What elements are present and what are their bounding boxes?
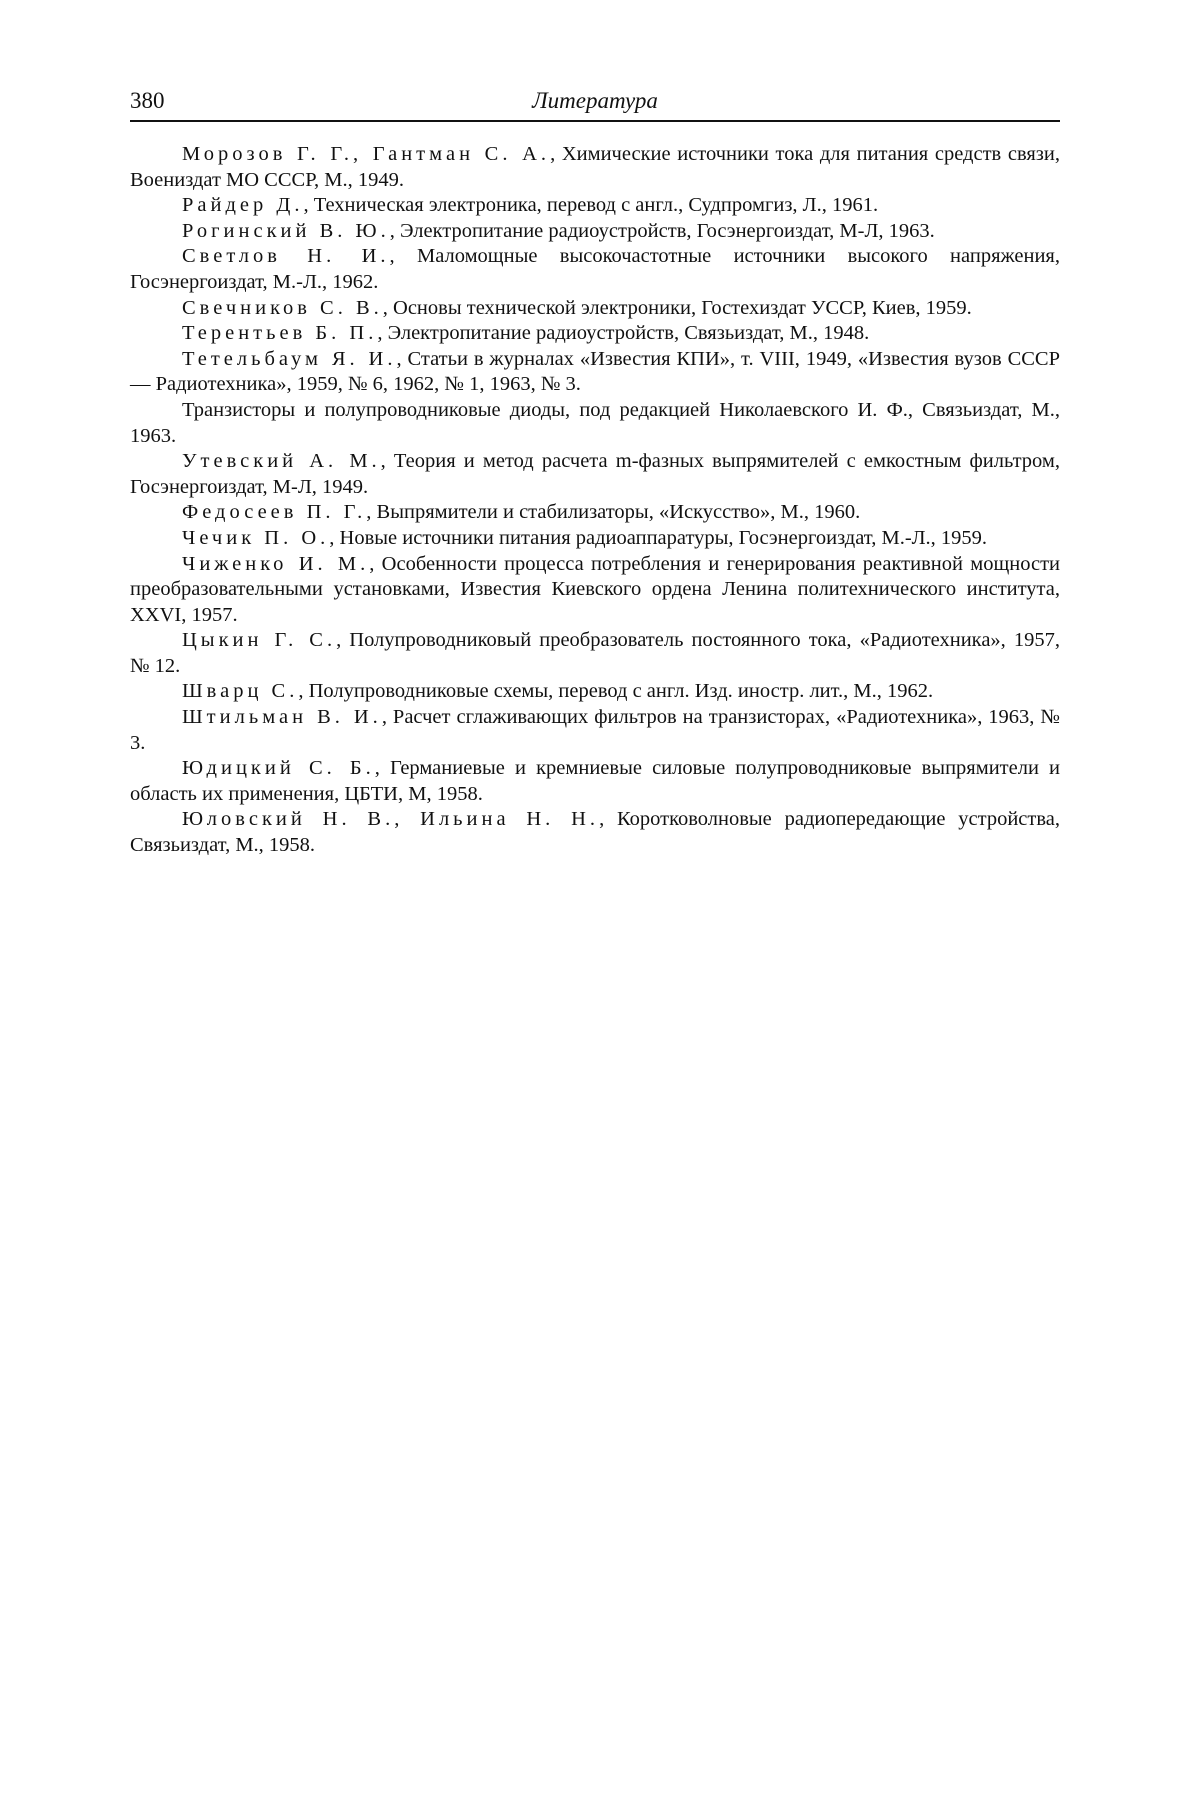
reference-text: , Химические источники тока для питания средств связи, Воениздат МО СССР, М., 1949. [130, 143, 1060, 191]
reference-author: Чечик П. О. [182, 526, 330, 549]
reference-entry [130, 705, 1060, 756]
book-page [130, 86, 1060, 859]
running-head [130, 86, 1060, 122]
reference-author: Юловский Н. В., Ильина Н. Н. [182, 808, 600, 831]
reference-entry [130, 679, 1060, 705]
reference-text: , Статьи в журналах «Известия КПИ», т. VIII, 1949, «Известия вузов СССР — Радиотехника», 1959, № 6, 1962, № 1, 1963, № 3. [130, 347, 1060, 396]
reference-text: , Теория и метод расчета m-фазных выпрямителей с емкостным фильтром, Госэнергоиздат, М-Л, 1949. [130, 450, 1060, 498]
reference-author: Морозов Г. Г., Гантман С. А. [182, 143, 551, 165]
reference-author: Федосеев П. Г. [182, 501, 367, 524]
reference-text: , Германиевые и кремниевые силовые полупроводниковые выпрямители и область их применения, ЦБТИ, М, 1958. [130, 757, 1061, 805]
section-title: Литература [532, 88, 658, 113]
reference-entry [130, 321, 1060, 347]
reference-text: Транзисторы и полупроводниковые диоды, под редакцией Николаевского И. Ф., Связьиздат, М., 1963. [130, 398, 1060, 447]
reference-author: Терентьев Б. П. [182, 322, 378, 345]
reference-entry [130, 296, 1060, 322]
reference-text: , Техническая электроника, перевод с англ., Судпромгиз, Л., 1961. [303, 194, 879, 217]
reference-author: Светлов Н. И. [182, 245, 390, 268]
reference-text: , Электропитание радиоустройств, Госэнергоиздат, М-Л, 1963. [389, 219, 935, 242]
reference-author: Свечников С. В. [182, 296, 383, 319]
reference-text: , Полупроводниковый преобразователь постоянного тока, «Радиотехника», 1957, № 12. [130, 629, 1060, 677]
reference-entry [130, 244, 1060, 295]
reference-entry [130, 628, 1060, 679]
reference-entry [130, 142, 1060, 193]
reference-entry [130, 526, 1060, 552]
reference-author: Чиженко И. М. [182, 552, 370, 575]
reference-entry [130, 500, 1060, 526]
reference-author: Тетельбаум Я. И. [182, 347, 397, 370]
reference-text: , Новые источники питания радиоаппаратуры, Госэнергоиздат, М.-Л., 1959. [329, 526, 988, 549]
reference-author: Райдер Д. [182, 194, 304, 217]
reference-entry [130, 193, 1060, 219]
reference-author: Штильман В. И. [182, 706, 382, 729]
reference-entry [130, 756, 1060, 807]
reference-text: , Электропитание радиоустройств, Связьиздат, М., 1948. [377, 322, 870, 345]
reference-list [130, 142, 1060, 859]
reference-text: , Выпрямители и стабилизаторы, «Искусство», М., 1960. [366, 501, 861, 524]
reference-entry [130, 449, 1060, 500]
reference-entry [130, 552, 1060, 629]
reference-entry [130, 219, 1060, 245]
reference-author: Юдицкий С. Б. [182, 757, 375, 780]
reference-text: , Основы технической электроники, Гостехиздат УССР, Киев, 1959. [382, 296, 972, 319]
page-number: 380 [130, 88, 165, 113]
reference-author: Шварц С. [182, 680, 299, 703]
reference-author: Рогинский В. Ю. [182, 219, 390, 242]
reference-author: Цыкин Г. С. [182, 629, 337, 652]
reference-text: , Маломощные высокочастотные источники высокого напряжения, Госэнергоиздат, М.-Л., 1962. [130, 245, 1060, 293]
reference-text: , Коротковолновые радиопередающие устройства, Связьиздат, М., 1958. [130, 808, 1060, 857]
reference-text: , Особенности процесса потребления и генерирования реактивной мощности преобразовательными установками, Известия Киевского ордена Ленина политехнического института, XXVI, 1957. [130, 552, 1060, 626]
reference-author: Утевский А. М. [182, 450, 381, 473]
reference-entry [130, 807, 1060, 858]
reference-text: , Расчет сглаживающих фильтров на транзисторах, «Радиотехника», 1963, № 3. [130, 706, 1060, 754]
reference-entry [130, 347, 1060, 398]
reference-text: , Полупроводниковые схемы, перевод с англ. Изд. иностр. лит., М., 1962. [298, 680, 934, 703]
reference-entry [130, 398, 1060, 449]
